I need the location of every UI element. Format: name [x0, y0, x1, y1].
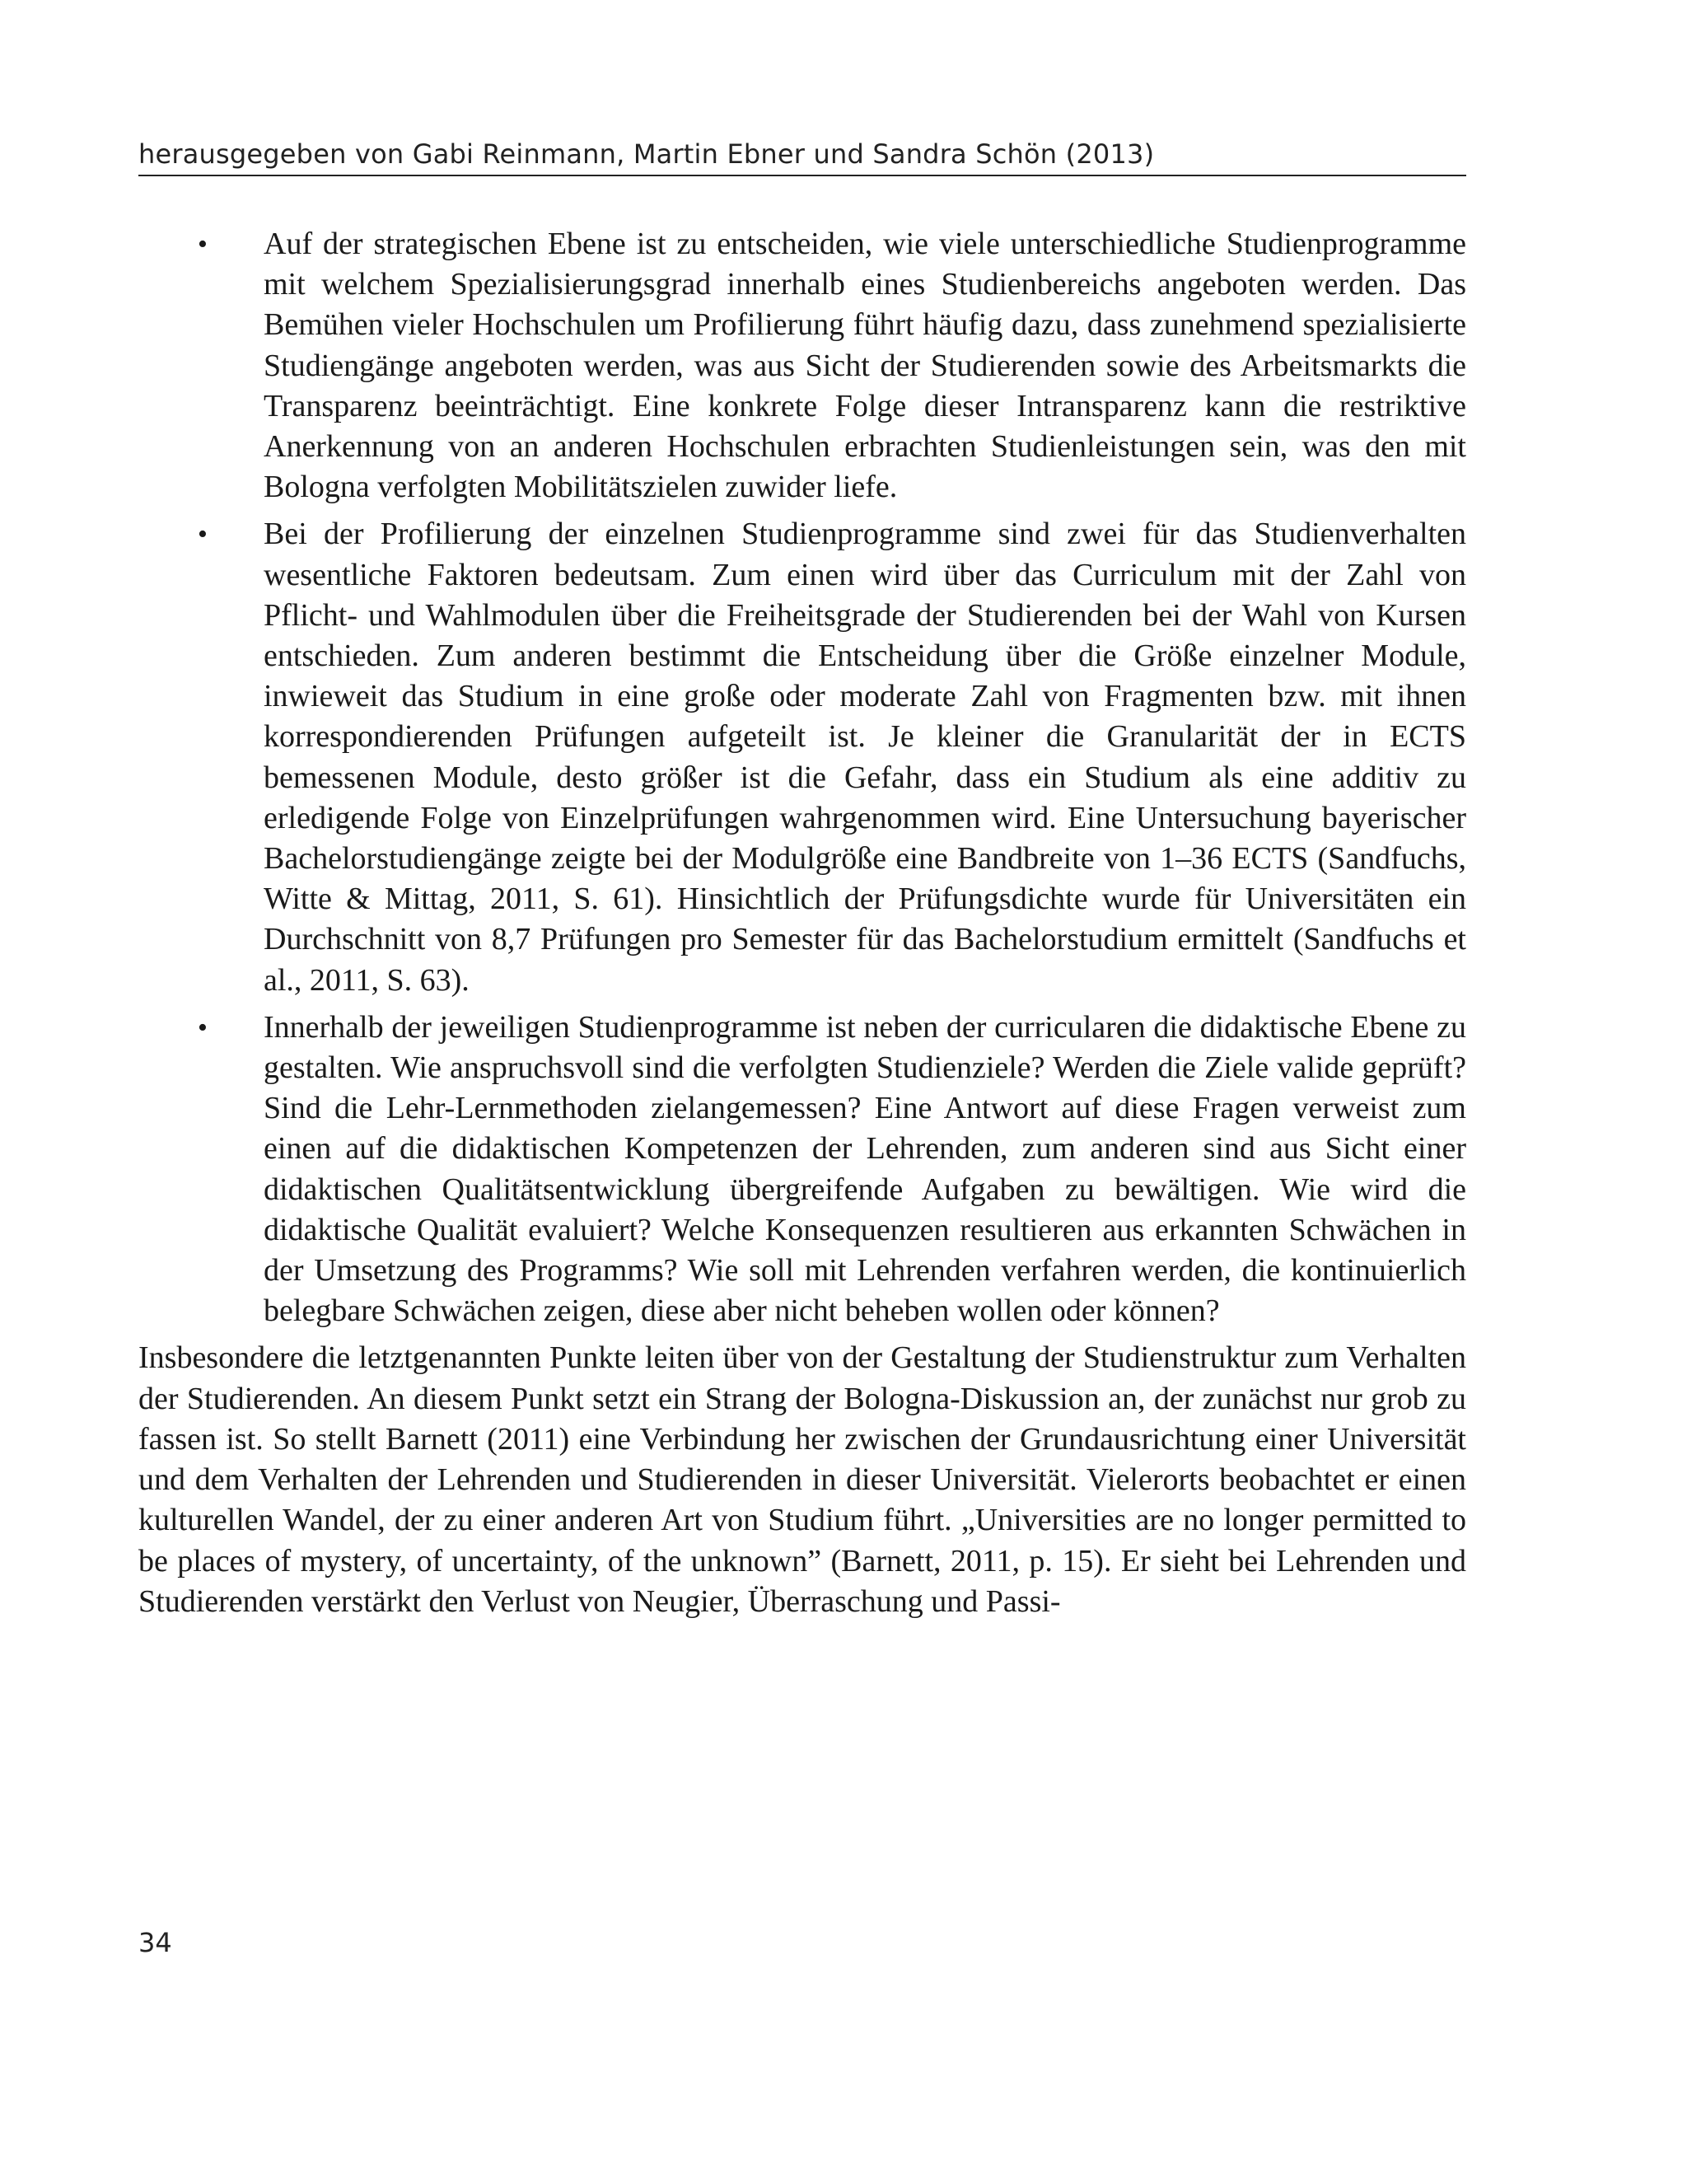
bullet-marker: •: [198, 1012, 208, 1043]
running-header: herausgegeben von Gabi Reinmann, Martin Ebner und Sandra Schön (2013): [138, 138, 1155, 170]
bullet-item-didactic-level: [138, 1008, 1466, 1332]
bullet-list: [138, 224, 1466, 1331]
body-text: [138, 224, 1466, 1622]
bullet-text: Innerhalb der jeweiligen Studienprogramme ist neben der curricularen die didaktische Ebene zu gestalten. Wie anspruchsvoll sind die verfolgten Studienziele? Werden die Ziele valide geprüft? Sind die Lehr-Lernmethoden zielangemessen? Eine Antwort auf diese Fragen verweist zum einen auf die didaktischen Kompetenzen der Lehrenden, zum anderen sind aus Sicht einer didaktischen Qualitätsentwicklung übergreifende Aufgaben zu bewältigen. Wie wird die didaktische Qualität evaluiert? Welche Konsequenzen resultieren aus erkannten Schwächen in der Umsetzung des Programms? Wie soll mit Lehrenden verfahren werden, die kontinuierlich belegbare Schwächen zeigen, diese aber nicht beheben wollen oder können?: [264, 1009, 1466, 1329]
body-paragraph: Insbesondere die letztgenannten Punkte leiten über von der Gestaltung der Studienstruktur zum Verhalten der Studierenden. An diesem Punkt setzt ein Strang der Bologna-Diskussion an, der zunächst nur grob zu fassen ist. So stellt Barnett (2011) eine Verbindung her zwischen der Grundausrichtung einer Universität und dem Verhalten der Lehrenden und Studierenden in dieser Universität. Vielerorts beobachtet er einen kulturellen Wandel, der zu einer anderen Art von Studium führt. „Universities are no longer permitted to be places of mystery, of uncertainty, of the unknown” (Barnett, 2011, p. 15). Er sieht bei Lehrenden und Studierenden verstärkt den Verlust von Neugier, Überraschung und Passi-: [138, 1340, 1466, 1619]
bullet-item-profiling: [138, 514, 1466, 1000]
header-divider: [138, 175, 1466, 176]
bullet-item-strategic-level: [138, 224, 1466, 507]
bullet-text: Bei der Profilierung der einzelnen Studienprogramme sind zwei für das Studienverhalten wesentliche Faktoren bedeutsam. Zum einen wird über das Curriculum mit der Zahl von Pflicht- und Wahlmodulen über die Freiheitsgrade der Studierenden bei der Wahl von Kursen entschieden. Zum anderen bestimmt die Entscheidung über die Größe einzelner Module, inwieweit das Studium in eine große oder moderate Zahl von Fragmenten bzw. mit ihnen korrespondierenden Prüfungen aufgeteilt ist. Je kleiner die Granularität der in ECTS bemessenen Module, desto größer ist die Gefahr, dass ein Studium als eine additiv zu erledigende Folge von Einzelprüfungen wahrgenommen wird. Eine Untersuchung bayerischer Bachelorstudiengänge zeigte bei der Modulgröße eine Bandbreite von 1–36 ECTS (Sandfuchs, Witte & Mittag, 2011, S. 61). Hinsichtlich der Prüfungsdichte wurde für Universitäten ein Durchschnitt von 8,7 Prüfungen pro Semester für das Bachelorstudium ermittelt (Sandfuchs et al., 2011, S. 63).: [264, 517, 1466, 998]
page-number: 34: [138, 1927, 172, 1958]
bullet-text: Auf der strategischen Ebene ist zu entscheiden, wie viele unterschiedliche Studienprogramme mit welchem Spezialisierungsgrad innerhalb eines Studienbereichs angeboten werden. Das Bemühen vieler Hochschulen um Profilierung führt häufig dazu, dass zunehmend spezialisierte Studiengänge angeboten werden, was aus Sicht der Studierenden sowie des Arbeitsmarkts die Transparenz beeinträchtigt. Eine konkrete Folge dieser Intransparenz kann die restriktive Anerkennung von an anderen Hochschulen erbrachten Studienleistungen sein, was den mit Bologna verfolgten Mobilitätszielen zuwider liefe.: [264, 227, 1466, 505]
bullet-marker: •: [198, 519, 208, 550]
bullet-marker: •: [198, 229, 208, 260]
